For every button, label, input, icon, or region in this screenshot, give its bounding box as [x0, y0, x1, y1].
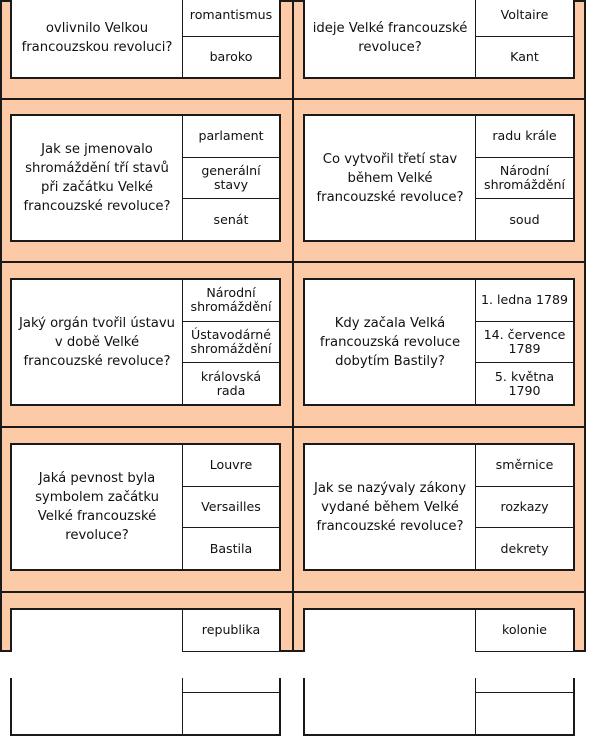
page-margin [0, 652, 600, 678]
card-question: Kdy začala Velká francouzská revoluce dobytím Bastily? [305, 280, 476, 404]
quiz-card [10, 278, 281, 406]
answer-option[interactable] [183, 692, 279, 734]
quiz-card [303, 443, 575, 571]
card-question: ovlivnilo Velkou francouzskou revoluci? [12, 0, 183, 77]
card-answers [183, 116, 279, 240]
answer-option[interactable]: romantismus [183, 0, 279, 36]
page-margin [588, 0, 600, 678]
cut-line [292, 2, 294, 650]
card-question: Jak se jmenovalo shromáždění tří stavů při začátku Velké francouzské revoluce? [12, 116, 183, 240]
answer-option[interactable]: Voltaire [476, 0, 573, 36]
card-question: Jak se nazývaly zákony vydané během Velké francouzské revoluce? [305, 445, 476, 569]
card-question: Co vytvořil třetí stav během Velké francouzské revoluce? [305, 116, 476, 240]
card-answers [183, 280, 279, 404]
answer-option[interactable]: královská rada [183, 362, 279, 404]
card-answers [183, 0, 279, 77]
answer-option[interactable] [476, 692, 573, 734]
answer-option[interactable]: soud [476, 198, 573, 240]
answer-option[interactable]: kolonie [502, 622, 547, 638]
answer-option[interactable]: baroko [183, 36, 279, 77]
quiz-card [303, 0, 575, 79]
answer-option[interactable]: 1. ledna 1789 [480, 292, 568, 308]
answer-option[interactable]: Národní shromáždění [190, 285, 272, 315]
answer-option[interactable]: dekrety [476, 527, 573, 569]
answer-option[interactable]: Louvre [209, 457, 253, 473]
card-question: ideje Velké francouzské revoluce? [305, 0, 476, 77]
card-answers [183, 445, 279, 569]
quiz-card [10, 114, 281, 242]
answer-option[interactable]: republika [201, 622, 261, 638]
card-answers [476, 280, 573, 404]
answer-option[interactable]: parlament [198, 128, 264, 144]
answer-option[interactable]: Kant [476, 36, 573, 77]
card-question: Jaký orgán tvořil ústavu v době Velké francouzské revoluce? [12, 280, 183, 404]
quiz-card [10, 0, 281, 79]
card-question: Jaká pevnost byla symbolem začátku Velké francouzské revoluce? [12, 445, 183, 569]
card-answers [476, 116, 573, 240]
answer-option[interactable]: Ústavodárné shromáždění [183, 321, 279, 363]
answer-option[interactable]: senát [183, 198, 279, 240]
answer-option[interactable]: Národní shromáždění [476, 157, 573, 199]
answer-option[interactable]: generální stavy [183, 157, 279, 199]
answer-option[interactable]: směrnice [495, 457, 554, 473]
answer-option[interactable]: radu krále [492, 128, 557, 144]
quiz-card [10, 443, 281, 571]
card-answers [476, 445, 573, 569]
quiz-card [303, 278, 575, 406]
answer-option[interactable]: rozkazy [476, 486, 573, 528]
answer-option[interactable]: Bastila [183, 527, 279, 569]
quiz-card [303, 114, 575, 242]
answer-option[interactable]: 5. května 1790 [476, 362, 573, 404]
answer-option[interactable]: Versailles [183, 486, 279, 528]
card-answers [476, 0, 573, 77]
answer-option[interactable]: 14. července 1789 [476, 321, 573, 363]
